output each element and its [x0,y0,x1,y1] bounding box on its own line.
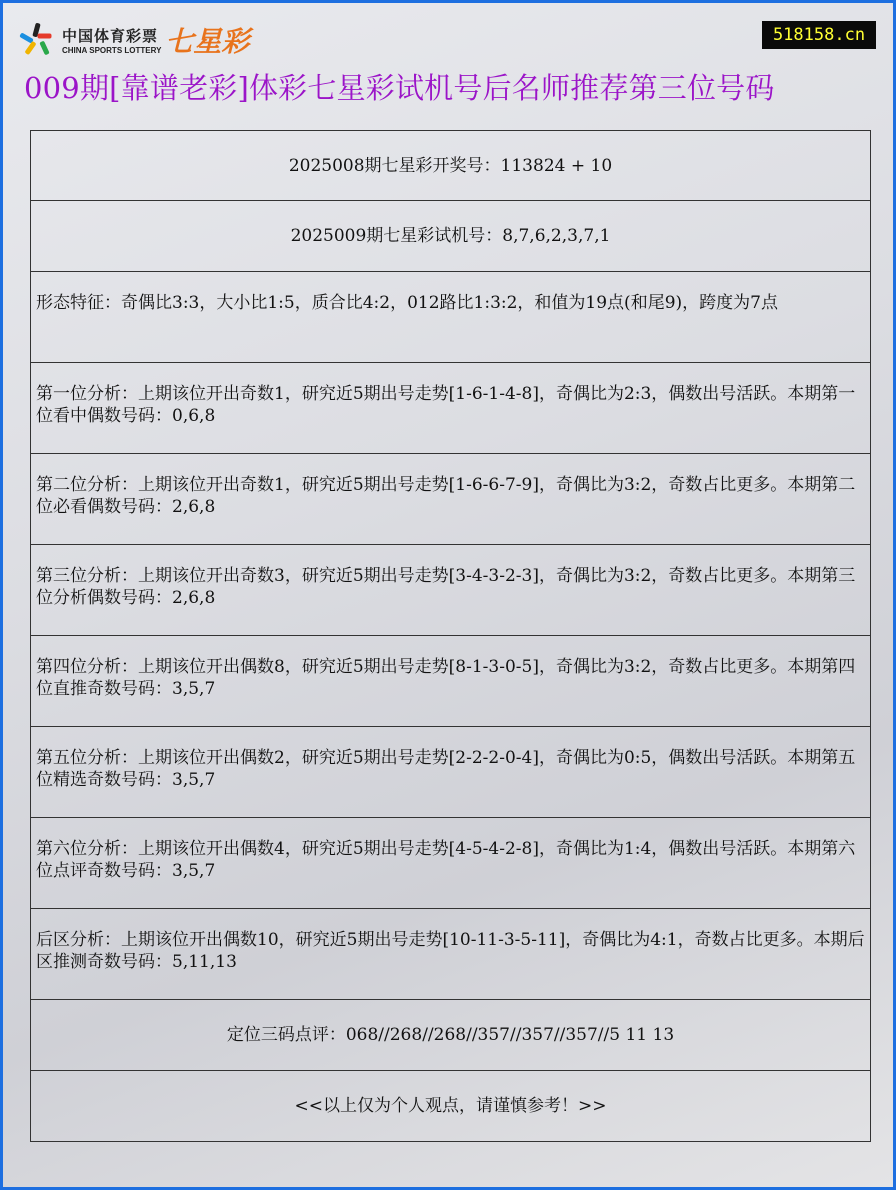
analysis-table [30,130,871,1142]
position-1-analysis: 第一位分析：上期该位开出奇数1，研究近5期出号走势[1-6-1-4-8]，奇偶比为2:3，偶数出号活跃。本期第一位看中偶数号码：0,6,8 [31,363,871,454]
trial-numbers: 2025009期七星彩试机号：8,7,6,2,3,7,1 [31,201,871,272]
position-6-analysis: 第六位分析：上期该位开出偶数4，研究近5期出号走势[4-5-4-2-8]，奇偶比为1:4，偶数出号活跃。本期第六位点评奇数号码：3,5,7 [31,818,871,909]
logo-game-text: 七星彩 [165,26,250,57]
position-3-analysis: 第三位分析：上期该位开出奇数3，研究近5期出号走势[3-4-3-2-3]，奇偶比为3:2，奇数占比更多。本期第三位分析偶数号码：2,6,8 [31,545,871,636]
draw-result: 2025008期七星彩开奖号：113824 + 10 [31,131,871,201]
page-title: 009期[靠谱老彩]体彩七星彩试机号后名师推荐第三位号码 [24,71,775,105]
china-sports-lottery-logo [20,20,249,60]
position-5-analysis: 第五位分析：上期该位开出偶数2，研究近5期出号走势[2-2-2-0-4]，奇偶比为0:5，偶数出号活跃。本期第五位精选奇数号码：3,5,7 [31,727,871,818]
summary-picks: 定位三码点评：068//268//268//357//357//357//5 11 13 [31,1000,871,1071]
disclaimer-note: <<以上仅为个人观点，请谨慎参考！>> [31,1071,871,1142]
logo-en-text: CHINA SPORTS LOTTERY [62,46,162,55]
shape-features: 形态特征：奇偶比3:3，大小比1:5，质合比4:2，012路比1:3:2，和值为19点(和尾9)，跨度为7点 [31,272,871,363]
back-zone-analysis: 后区分析：上期该位开出偶数10，研究近5期出号走势[10-11-3-5-11]，奇偶比为4:1，奇数占比更多。本期后区推测奇数号码：5,11,13 [31,909,871,1000]
site-badge[interactable]: 518158.cn [762,21,876,49]
logo-cn-text: 中国体育彩票 [62,28,159,45]
position-2-analysis: 第二位分析：上期该位开出奇数1，研究近5期出号走势[1-6-6-7-9]，奇偶比为3:2，奇数占比更多。本期第二位必看偶数号码：2,6,8 [31,454,871,545]
lottery-star-icon [20,23,56,57]
position-4-analysis: 第四位分析：上期该位开出偶数8，研究近5期出号走势[8-1-3-0-5]，奇偶比为3:2，奇数占比更多。本期第四位直推奇数号码：3,5,7 [31,636,871,727]
